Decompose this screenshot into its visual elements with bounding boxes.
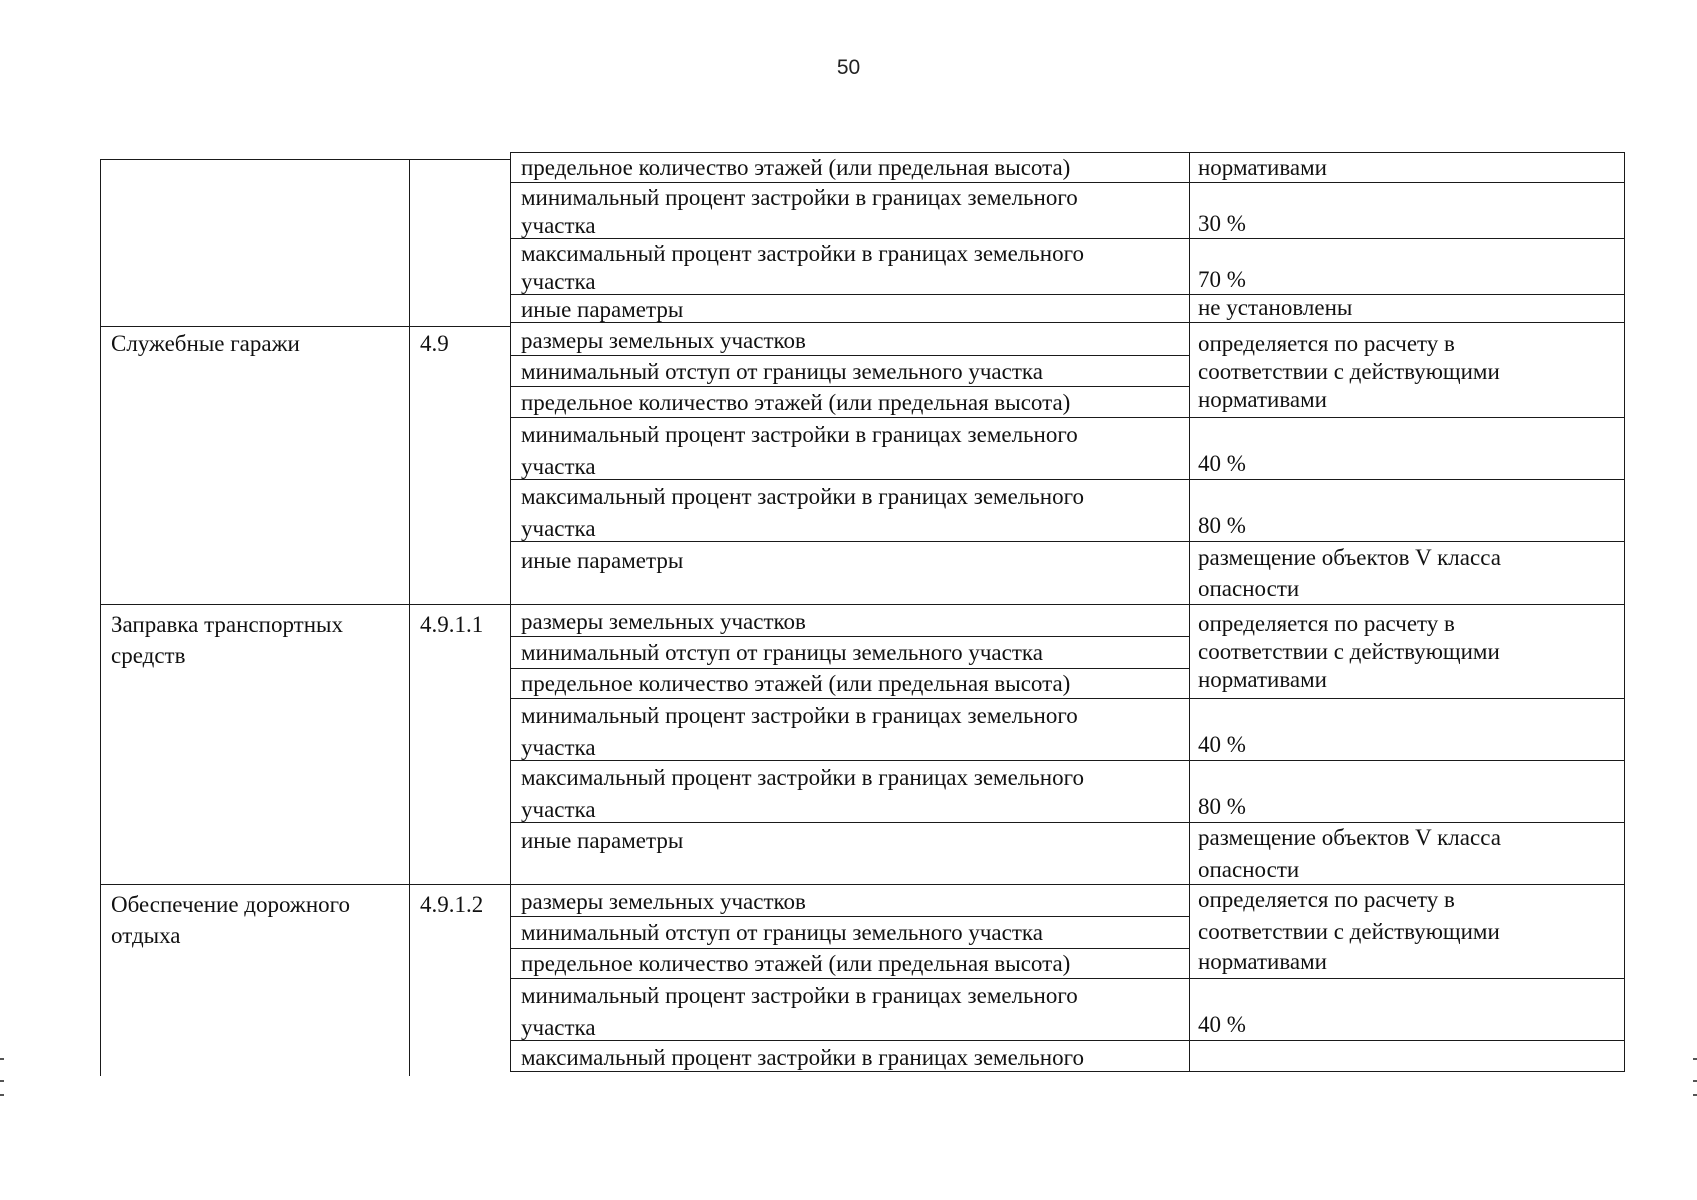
parameter-cell: предельное количество этажей (или предельная высота) [521, 155, 1071, 180]
value-cell: соответствии с действующими [1198, 639, 1500, 664]
parameter-cell: участка [521, 1015, 596, 1040]
value-cell: нормативами [1198, 949, 1327, 974]
value-cell: соответствии с действующими [1198, 919, 1500, 944]
value-cell: определяется по расчету в [1198, 331, 1455, 356]
row-separator [510, 182, 1624, 183]
use-name-cell: средств [111, 643, 186, 668]
parameter-cell: иные параметры [521, 548, 684, 573]
scan-mark [0, 1080, 4, 1082]
row-separator [510, 668, 1189, 669]
parameter-cell: предельное количество этажей (или предельная высота) [521, 390, 1071, 415]
row-separator [510, 760, 1624, 761]
group-separator [100, 604, 1624, 605]
code-cell: 4.9.1.1 [420, 612, 484, 637]
parameter-cell: размеры земельных участков [521, 328, 806, 353]
table-border-right [1624, 152, 1625, 1072]
parameter-cell: иные параметры [521, 828, 684, 853]
value-cell: 80 % [1198, 513, 1246, 538]
value-cell: размещение объектов V класса [1198, 545, 1501, 570]
use-name-cell: Заправка транспортных [111, 612, 343, 637]
parameter-cell: минимальный процент застройки в границах земельного [521, 703, 1078, 728]
value-cell: опасности [1198, 576, 1300, 601]
row-separator [510, 636, 1189, 637]
column-divider-parameter [510, 152, 511, 1072]
row-separator [510, 355, 1189, 356]
code-cell: 4.9 [420, 331, 449, 356]
value-cell: определяется по расчету в [1198, 611, 1455, 636]
parameter-cell: участка [521, 454, 596, 479]
parameter-cell: участка [521, 516, 596, 541]
row-separator [510, 238, 1624, 239]
row-separator [510, 698, 1624, 699]
parameter-cell: предельное количество этажей (или предельная высота) [521, 951, 1071, 976]
row-separator [510, 916, 1189, 917]
group-separator [100, 326, 510, 327]
parameter-cell: максимальный процент застройки в границах земельного [521, 765, 1084, 790]
value-cell: соответствии с действующими [1198, 359, 1500, 384]
parameter-cell: предельное количество этажей (или предельная высота) [521, 671, 1071, 696]
parameter-cell: минимальный процент застройки в границах земельного [521, 983, 1078, 1008]
use-name-cell: отдыха [111, 923, 181, 948]
row-separator [510, 1040, 1624, 1041]
row-separator [510, 386, 1189, 387]
row-separator [510, 978, 1624, 979]
parameter-cell: минимальный отступ от границы земельного участка [521, 640, 1043, 665]
value-cell: опасности [1198, 857, 1300, 882]
row-separator [510, 479, 1624, 480]
use-name-cell: Обеспечение дорожного [111, 892, 350, 917]
value-cell: нормативами [1198, 387, 1327, 412]
parameter-cell: участка [521, 735, 596, 760]
table-border-left [100, 159, 101, 1076]
group-separator [100, 884, 1624, 885]
parameter-cell: минимальный процент застройки в границах земельного [521, 422, 1078, 447]
parameter-cell: размеры земельных участков [521, 889, 806, 914]
parameter-cell: минимальный отступ от границы земельного участка [521, 920, 1043, 945]
value-cell: не установлены [1198, 295, 1353, 320]
row-separator [510, 541, 1624, 542]
page-number: 50 [836, 56, 861, 79]
parameter-cell: иные параметры [521, 297, 684, 322]
column-divider-code [409, 159, 410, 1076]
column-divider-value [1189, 152, 1190, 1072]
parameter-cell: максимальный процент застройки в границах земельного [521, 1045, 1084, 1070]
value-cell: 40 % [1198, 1012, 1246, 1037]
parameter-cell: максимальный процент застройки в границах земельного [521, 484, 1084, 509]
value-cell: 80 % [1198, 794, 1246, 819]
scan-mark [0, 1094, 4, 1096]
use-name-cell: Служебные гаражи [111, 331, 300, 356]
parameter-cell: участка [521, 213, 596, 238]
scan-mark [1693, 1094, 1697, 1096]
table-top-border-right [510, 152, 1624, 153]
parameter-cell: минимальный процент застройки в границах земельного [521, 185, 1078, 210]
row-separator [510, 417, 1624, 418]
value-cell: определяется по расчету в [1198, 887, 1455, 912]
code-cell: 4.9.1.2 [420, 892, 484, 917]
value-cell: 70 % [1198, 267, 1246, 292]
value-cell: 40 % [1198, 732, 1246, 757]
parameter-cell: максимальный процент застройки в границах земельного [521, 241, 1084, 266]
parameter-cell: участка [521, 797, 596, 822]
value-cell: 30 % [1198, 211, 1246, 236]
value-cell: нормативами [1198, 155, 1327, 180]
scan-mark [0, 1058, 4, 1060]
value-cell: размещение объектов V класса [1198, 825, 1501, 850]
scan-mark [1693, 1080, 1697, 1082]
value-cell: 40 % [1198, 451, 1246, 476]
parameter-cell: участка [521, 269, 596, 294]
table-top-border-left [100, 159, 510, 160]
value-cell: нормативами [1198, 667, 1327, 692]
parameter-cell: минимальный отступ от границы земельного участка [521, 359, 1043, 384]
parameter-cell: размеры земельных участков [521, 609, 806, 634]
scan-mark [1693, 1058, 1697, 1060]
row-separator [510, 948, 1189, 949]
row-separator [510, 294, 1624, 295]
row-separator [510, 822, 1624, 823]
